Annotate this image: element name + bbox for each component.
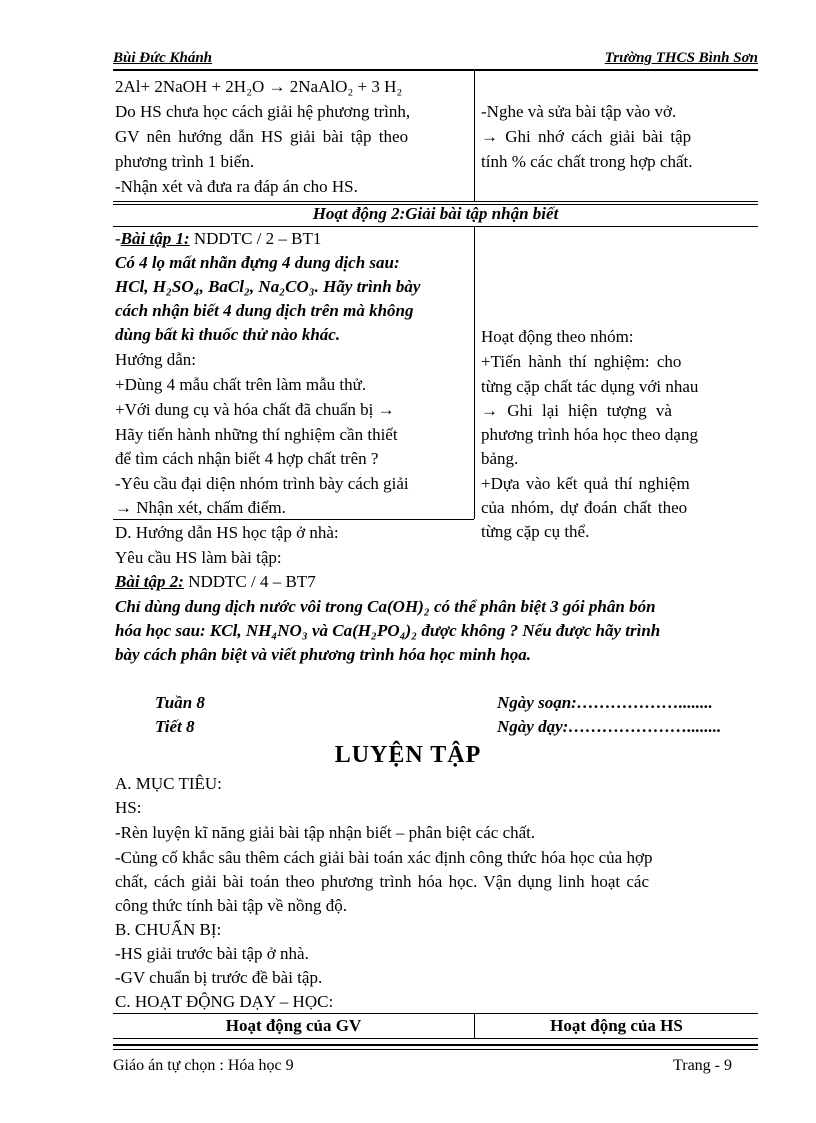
exercise1-problem-1: Có 4 lọ mất nhãn đựng 4 dung dịch sau: <box>115 253 400 272</box>
exercise1-problem-2: HCl, H₂SO₄, BaCl₂, Na₂CO₃. Hãy trình bày <box>115 277 421 296</box>
rule <box>113 1038 758 1039</box>
activity2-right-8: của nhóm, dự đoán chất theo <box>481 498 688 517</box>
table1-left-line-4: phương trình 1 biến. <box>115 152 255 171</box>
exercise2-line <box>115 571 316 593</box>
activity2-right-3: từng cặp chất tác dụng với nhau <box>481 377 699 396</box>
col-hs-header: Hoạt động của HS <box>550 1016 683 1035</box>
lesson-teach-date: Ngày dạy:…………………........ <box>497 717 722 736</box>
objectives-hs: HS: <box>115 798 142 817</box>
objective-2-line-2: chất, cách giải bài toán theo phương trình hóa học. Vận dụng linh hoạt các <box>115 872 650 891</box>
exercise1-problem-4: dùng bất kì thuốc thử nào khác. <box>115 325 341 344</box>
prep-heading: B. CHUẨN BỊ: <box>115 920 222 939</box>
lesson-period: Tiết 8 <box>155 717 195 736</box>
objective-1: -Rèn luyện kĩ năng giải bài tập nhận biết – phân biệt các chất. <box>115 823 536 842</box>
activity2-divider <box>474 227 475 519</box>
footer-rule-thin <box>113 1049 758 1050</box>
exercise1-line: -Bài tập 1: NDDTC / 2 – BT1 <box>115 229 322 248</box>
prep-item-1: -HS giải trước bài tập ở nhà. <box>115 944 309 963</box>
lesson-week: Tuần 8 <box>155 693 205 712</box>
guide-line-1: Hướng dẫn: <box>115 350 196 369</box>
activity2-right-4: → Ghi lại hiện tượng và <box>481 401 672 420</box>
exercise1-ref: NDDTC / 2 – BT1 <box>189 229 322 248</box>
activity2-right-5: phương trình hóa học theo dạng <box>481 425 698 444</box>
activity2-right-2: +Tiến hành thí nghiệm: cho <box>481 352 682 371</box>
guide-line-7: → Nhận xét, chấm điểm. <box>115 498 286 517</box>
exercise1-problem-3: cách nhận biết 4 dung dịch trên mà không <box>115 301 414 320</box>
activity2-right-9: từng cặp cụ thể. <box>481 522 590 541</box>
exercise2-label: Bài tập 2: <box>115 572 184 591</box>
table1-left-line-3: GV nên hướng dẫn HS giải bài tập theo <box>115 127 409 146</box>
exercise1-label: Bài tập 1: <box>120 229 190 248</box>
table1-right-line-3: tính % các chất trong hợp chất. <box>481 152 693 171</box>
activity2-right-1: Hoạt động theo nhóm: <box>481 327 634 346</box>
table1-left-line-5: -Nhận xét và đưa ra đáp án cho HS. <box>115 177 358 196</box>
exercise2-problem-3: bày cách phân biệt và viết phương trình hóa học minh họa. <box>115 645 532 664</box>
rule <box>113 201 758 202</box>
guide-line-6: -Yêu cầu đại diện nhóm trình bày cách giải <box>115 474 409 493</box>
guide-line-2: +Dùng 4 mẫu chất trên làm mẫu thử. <box>115 375 367 394</box>
rule <box>113 1013 758 1014</box>
table1-right-line-2: → Ghi nhớ cách giải bài tập <box>481 127 692 146</box>
activity2-right-6: bảng. <box>481 449 519 468</box>
header-rule <box>113 69 758 71</box>
homework-request: Yêu cầu HS làm bài tập: <box>115 548 282 567</box>
table1-divider <box>474 70 475 202</box>
header-author: Bùi Đức Khánh <box>113 50 213 66</box>
guide-line-5: để tìm cách nhận biết 4 hợp chất trên ? <box>115 449 379 468</box>
exercise2-problem-2: hóa học sau: KCl, NH₄NO₃ và Ca(H₂PO₄)₂ được không ? Nếu được hãy trình <box>115 621 661 640</box>
activity2-title: Hoạt động 2:Giải bài tập nhận biết <box>312 204 559 223</box>
exercise2-ref: NDDTC / 4 – BT7 <box>183 572 316 591</box>
table1-right-line-1: -Nghe và sửa bài tập vào vở. <box>481 102 677 121</box>
header-school: Trường THCS Bình Sơn <box>604 50 758 66</box>
objective-2-line-3: công thức tính bài tập về nồng độ. <box>115 896 348 915</box>
footer-subject: Giáo án tự chọn : Hóa học 9 <box>113 1057 294 1074</box>
table1-left-line-1: 2Al+ 2NaOH + 2H₂O → 2NaAlO₂ + 3 H₂ <box>115 77 403 96</box>
col-gv-header: Hoạt động của GV <box>225 1016 362 1035</box>
objective-2-line-1: -Củng cố khắc sâu thêm cách giải bài toán xác định công thức hóa học của hợp <box>115 848 653 867</box>
footer-page-number: Trang - 9 <box>673 1057 732 1074</box>
footer-rule <box>113 1044 758 1046</box>
guide-line-3: +Với dung cụ và hóa chất đã chuẩn bị → <box>115 400 395 419</box>
homework-heading: D. Hướng dẫn HS học tập ở nhà: <box>115 523 339 542</box>
lesson-title: LUYỆN TẬP <box>334 742 482 768</box>
activity2-right-7: +Dựa vào kết quả thí nghiệm <box>481 474 690 493</box>
lesson-prep-date: Ngày soạn:………………........ <box>497 693 713 712</box>
objectives-heading: A. MỤC TIÊU: <box>115 774 222 793</box>
guide-line-4: Hãy tiến hành những thí nghiệm cần thiết <box>115 425 398 444</box>
table1-left-line-2: Do HS chưa học cách giải hệ phương trình, <box>115 102 411 121</box>
activities-heading: C. HOẠT ĐỘNG DẠY – HỌC: <box>115 992 334 1011</box>
rule <box>113 519 474 520</box>
prep-item-2: -GV chuẩn bị trước đề bài tập. <box>115 968 323 987</box>
rule <box>113 226 758 227</box>
exercise2-problem-1: Chỉ dùng dung dịch nước vôi trong Ca(OH)₂ có thể phân biệt 3 gói phân bón <box>115 597 656 616</box>
